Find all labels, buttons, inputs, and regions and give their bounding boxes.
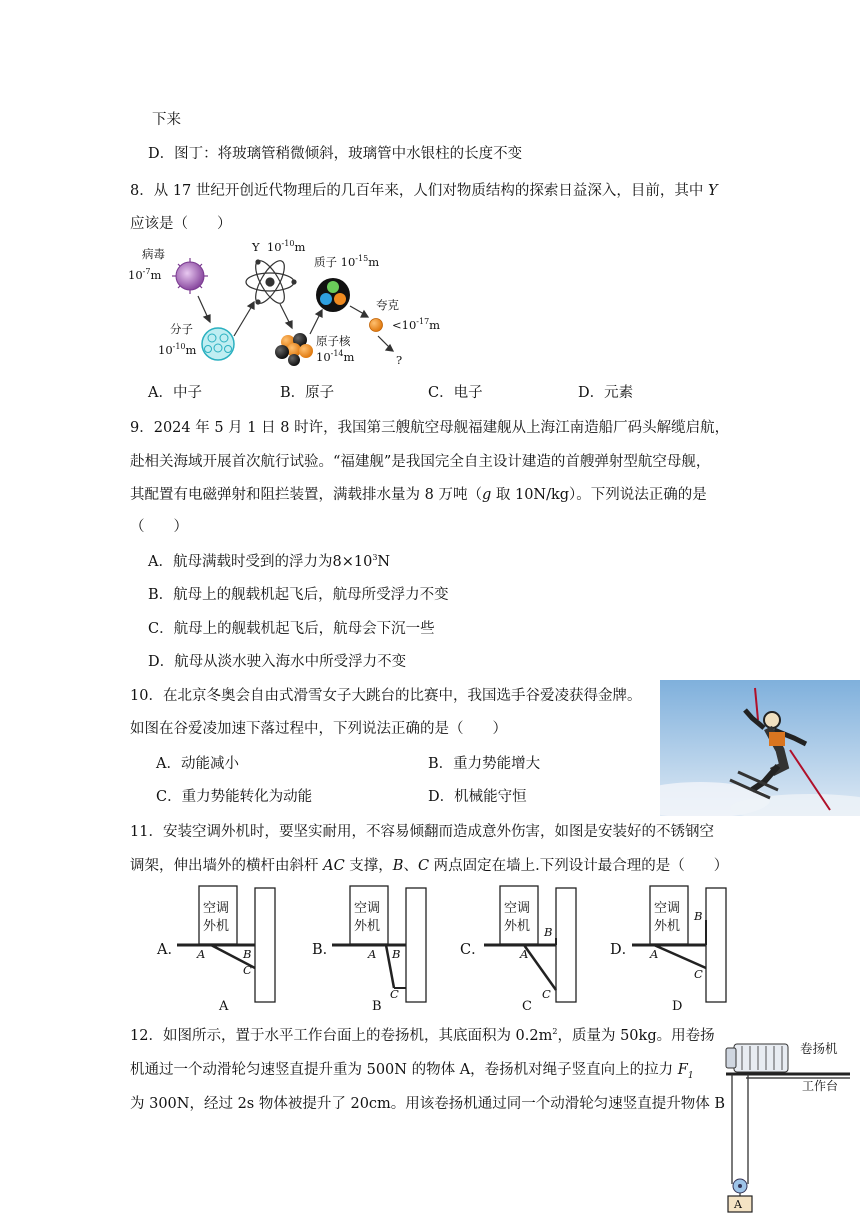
point-b: B <box>694 909 703 923</box>
virus-size: $10^{-7}m$ <box>128 267 162 282</box>
arrow-molecule-to-atom <box>234 302 254 336</box>
ac-unit-line1: 空调 <box>504 901 531 916</box>
q11-bracket-design-a <box>155 884 285 1016</box>
y-label: Y $10^{-10}m$ <box>252 239 306 254</box>
virus-label: 病毒 <box>142 247 165 261</box>
point-c: C <box>390 987 399 1001</box>
arrow-nucleus-to-proton <box>310 310 322 334</box>
molecule-size: $10^{-10}m$ <box>158 342 197 357</box>
option-letter-b: B． <box>312 942 338 958</box>
q11-bracket-design-d <box>610 884 740 1016</box>
q11-bracket-design-b <box>310 884 440 1016</box>
q11-bracket-design-c <box>460 884 590 1016</box>
q8-option-c: C．电子 <box>428 385 483 401</box>
unknown-label: ? <box>396 353 403 367</box>
point-a: A <box>368 947 377 961</box>
caption-b: B <box>372 999 382 1014</box>
q7-text-tail: 下来 <box>152 112 181 128</box>
ac-unit-line2: 外机 <box>504 919 531 934</box>
nucleus-size: $10^{-14}m$ <box>316 349 355 364</box>
caption-d: D <box>672 999 683 1014</box>
q8-stem-line1: 8．从 17 世纪开创近代物理后的几百年来，人们对物质结构的探索日益深入，目前，其中 Y <box>130 183 718 199</box>
q7-option-d: D．图丁：将玻璃管稍微倾斜，玻璃管中水银柱的长度不变 <box>148 146 523 162</box>
q9-option-b: B．航母上的舰载机起飞后，航母所受浮力不变 <box>148 587 449 603</box>
q12-winch-diagram <box>722 1034 856 1214</box>
nucleus-icon <box>275 333 313 366</box>
point-a: A <box>650 947 659 961</box>
q9-stem-line4: （ ） <box>130 519 188 535</box>
arrow-atom-to-nucleus <box>280 304 292 328</box>
table-label: 工作台 <box>802 1079 839 1093</box>
ac-unit-line1: 空调 <box>203 901 230 916</box>
object-a-label: A <box>734 1198 742 1211</box>
option-letter-d: D． <box>610 942 637 958</box>
q8-matter-structure-diagram <box>128 238 448 378</box>
proton-icon <box>316 278 350 312</box>
winch-label: 卷扬机 <box>800 1041 838 1056</box>
q12-stem-line3: 为 300N，经过 2s 物体被提升了 20cm。用该卷扬机通过同一个动滑轮匀速竖直提升物体 B <box>130 1096 726 1112</box>
q8-option-a: A．中子 <box>148 385 202 401</box>
skier-photo <box>660 680 860 816</box>
q10-option-d: D．机械能守恒 <box>428 789 527 805</box>
q10-stem-line1: 10．在北京冬奥会自由式滑雪女子大跳台的比赛中，我国选手谷爱凌获得金牌。 <box>130 688 642 704</box>
caption-c: C <box>522 999 532 1014</box>
q9-stem-line1: 9．2024 年 5 月 1 日 8 时许，我国第三艘航空母舰福建舰从上海江南造船厂码头解缆启航， <box>130 420 730 436</box>
ac-unit-line1: 空调 <box>354 901 381 916</box>
arrow-quark-to-unknown <box>378 336 393 351</box>
atom-icon <box>246 257 296 308</box>
ac-unit-line2: 外机 <box>654 919 681 934</box>
caption-a: A <box>219 999 229 1014</box>
option-letter-c: C． <box>460 942 486 958</box>
q8-option-d: D．元素 <box>578 385 634 401</box>
point-a: A <box>197 947 206 961</box>
molecule-label: 分子 <box>170 322 193 336</box>
quark-label: 夸克 <box>376 298 399 312</box>
winch-icon <box>726 1044 788 1072</box>
q11-stem-line1: 11．安装空调外机时，要坚实耐用，不容易倾翻而造成意外伤害，如图是安装好的不锈钢空 <box>130 824 714 840</box>
ac-unit-line2: 外机 <box>203 919 230 934</box>
point-c: C <box>694 967 703 981</box>
arrow-virus-to-molecule <box>198 296 210 322</box>
q8-option-b: B．原子 <box>280 385 335 401</box>
q12-stem-line1: 12．如图所示，置于水平工作台面上的卷扬机，其底面积为 $0.2m^2$，质量为 50kg。用卷扬 <box>130 1027 715 1044</box>
ac-unit-line1: 空调 <box>654 901 681 916</box>
point-b: B <box>243 947 252 961</box>
point-c: C <box>243 963 252 977</box>
pulley-icon <box>733 1179 747 1193</box>
arrow-proton-to-quark <box>350 306 368 317</box>
point-b: B <box>392 947 401 961</box>
quark-icon <box>370 319 383 332</box>
q9-option-c: C．航母上的舰载机起飞后，航母会下沉一些 <box>148 621 435 637</box>
point-a: A <box>520 947 529 961</box>
q9-stem-line3: 其配置有电磁弹射和阻拦装置，满载排水量为 8 万吨（g 取 10N/kg）。下列说法正确的是 <box>130 487 707 503</box>
ac-unit-line2: 外机 <box>354 919 381 934</box>
point-c: C <box>542 987 551 1001</box>
q9-option-a: A．航母满载时受到的浮力为$8\times 10^3N$ <box>148 553 391 570</box>
option-letter-a: A． <box>157 942 182 958</box>
nucleus-label: 原子核 <box>316 334 351 348</box>
virus-icon <box>172 258 208 294</box>
q8-stem-line2: 应该是（ ） <box>130 216 232 232</box>
proton-label: 质子 $10^{-15}m$ <box>314 254 380 269</box>
q10-option-c: C．重力势能转化为动能 <box>156 789 313 805</box>
q9-option-d: D．航母从淡水驶入海水中所受浮力不变 <box>148 654 407 670</box>
q12-stem-line2: 机通过一个动滑轮匀速竖直提升重为 500N 的物体 A，卷扬机对绳子竖直向上的拉力 $F_1$ <box>130 1062 694 1081</box>
q11-stem-line2: 调架，伸出墙外的横杆由斜杆 AC 支撑，B、C 两点固定在墙上.下列设计最合理的是（ ） <box>130 858 729 874</box>
q10-option-b: B．重力势能增大 <box>428 756 541 772</box>
point-b: B <box>544 925 553 939</box>
quark-size: $<10^{-17}m$ <box>392 317 441 332</box>
q10-option-a: A．动能减小 <box>156 756 239 772</box>
molecule-icon <box>202 328 234 360</box>
q10-stem-line2: 如图在谷爱凌加速下落过程中，下列说法正确的是（ ） <box>130 721 507 737</box>
q9-stem-line2: 赴相关海域开展首次航行试验。“福建舰”是我国完全自主设计建造的首艘弹射型航空母舰， <box>130 454 711 470</box>
